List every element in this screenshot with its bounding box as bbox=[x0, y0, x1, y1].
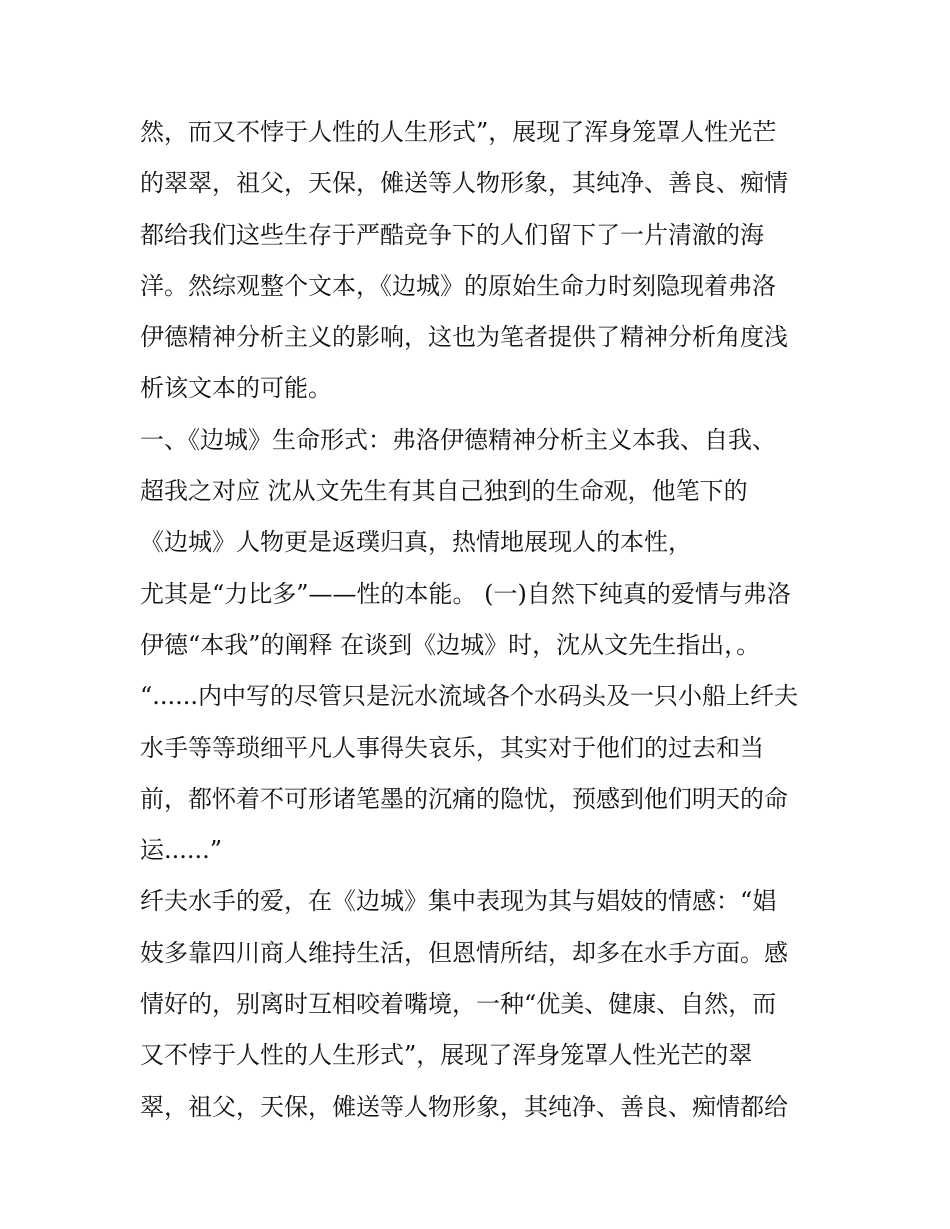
text-line: 情好的，别离时互相咬着嘴境，一种“优美、健康、自然，而 bbox=[140, 990, 777, 1019]
text-line: 妓多靠四川商人维持生活，但恩情所结，却多在水手方面。感 bbox=[140, 938, 788, 967]
text-line: 尤其是“力比多”——性的本能。 (一)自然下纯真的爱情与弗洛 bbox=[140, 579, 791, 608]
text-line: 伊德精神分析主义的影响，这也为笔者提供了精神分析角度浅 bbox=[140, 323, 788, 352]
text-line: 伊德“本我”的阐释 在谈到《边城》时，沈从文先生指出，。 bbox=[140, 630, 761, 659]
text-line: 超我之对应 沈从文先生有其自己独到的生命观，他笔下的 bbox=[140, 477, 748, 506]
text-line: 翠，祖父，天保，傩送等人物形象，其纯净、善良、痴情都给 bbox=[140, 1092, 788, 1121]
text-line: 都给我们这些生存于严酷竞争下的人们留下了一片清澈的海 bbox=[140, 220, 764, 249]
text-line: 又不悖于人性的人生形式”，展现了浑身笼罩人性光芒的翠 bbox=[140, 1041, 753, 1070]
text-line: 然，而又不悖于人性的人生形式”，展现了浑身笼罩人性光芒 bbox=[140, 118, 777, 146]
text-line: 纤夫水手的爱，在《边城》集中表现为其与娼妓的情感：“娼 bbox=[140, 887, 777, 916]
text-line: 的翠翠，祖父，天保，傩送等人物形象，其纯净、善良、痴情 bbox=[140, 169, 788, 198]
text-line: 析该文本的可能。 bbox=[140, 374, 332, 403]
text-line: 洋。然综观整个文本，《边城》的原始生命力时刻隐现着弗洛 bbox=[140, 271, 776, 300]
section-heading-line: 一、《边城》生命形式：弗洛伊德精神分析主义本我、自我、 bbox=[140, 425, 776, 454]
quote-line: 水手等等琐细平凡人事得失哀乐，其实对于他们的过去和当 bbox=[140, 733, 764, 762]
quote-line: “......内中写的尽管只是沅水流域各个水码头及一只小船上纤夫 bbox=[140, 682, 799, 711]
quote-line: 运......” bbox=[140, 836, 223, 865]
text-line: 《边城》人物更是返璞归真，热情地展现人的本性， bbox=[140, 528, 692, 557]
body-text bbox=[140, 107, 820, 1133]
quote-line: 前，都怀着不可形诸笔墨的沉痛的隐忧，预感到他们明天的命 bbox=[140, 784, 788, 813]
